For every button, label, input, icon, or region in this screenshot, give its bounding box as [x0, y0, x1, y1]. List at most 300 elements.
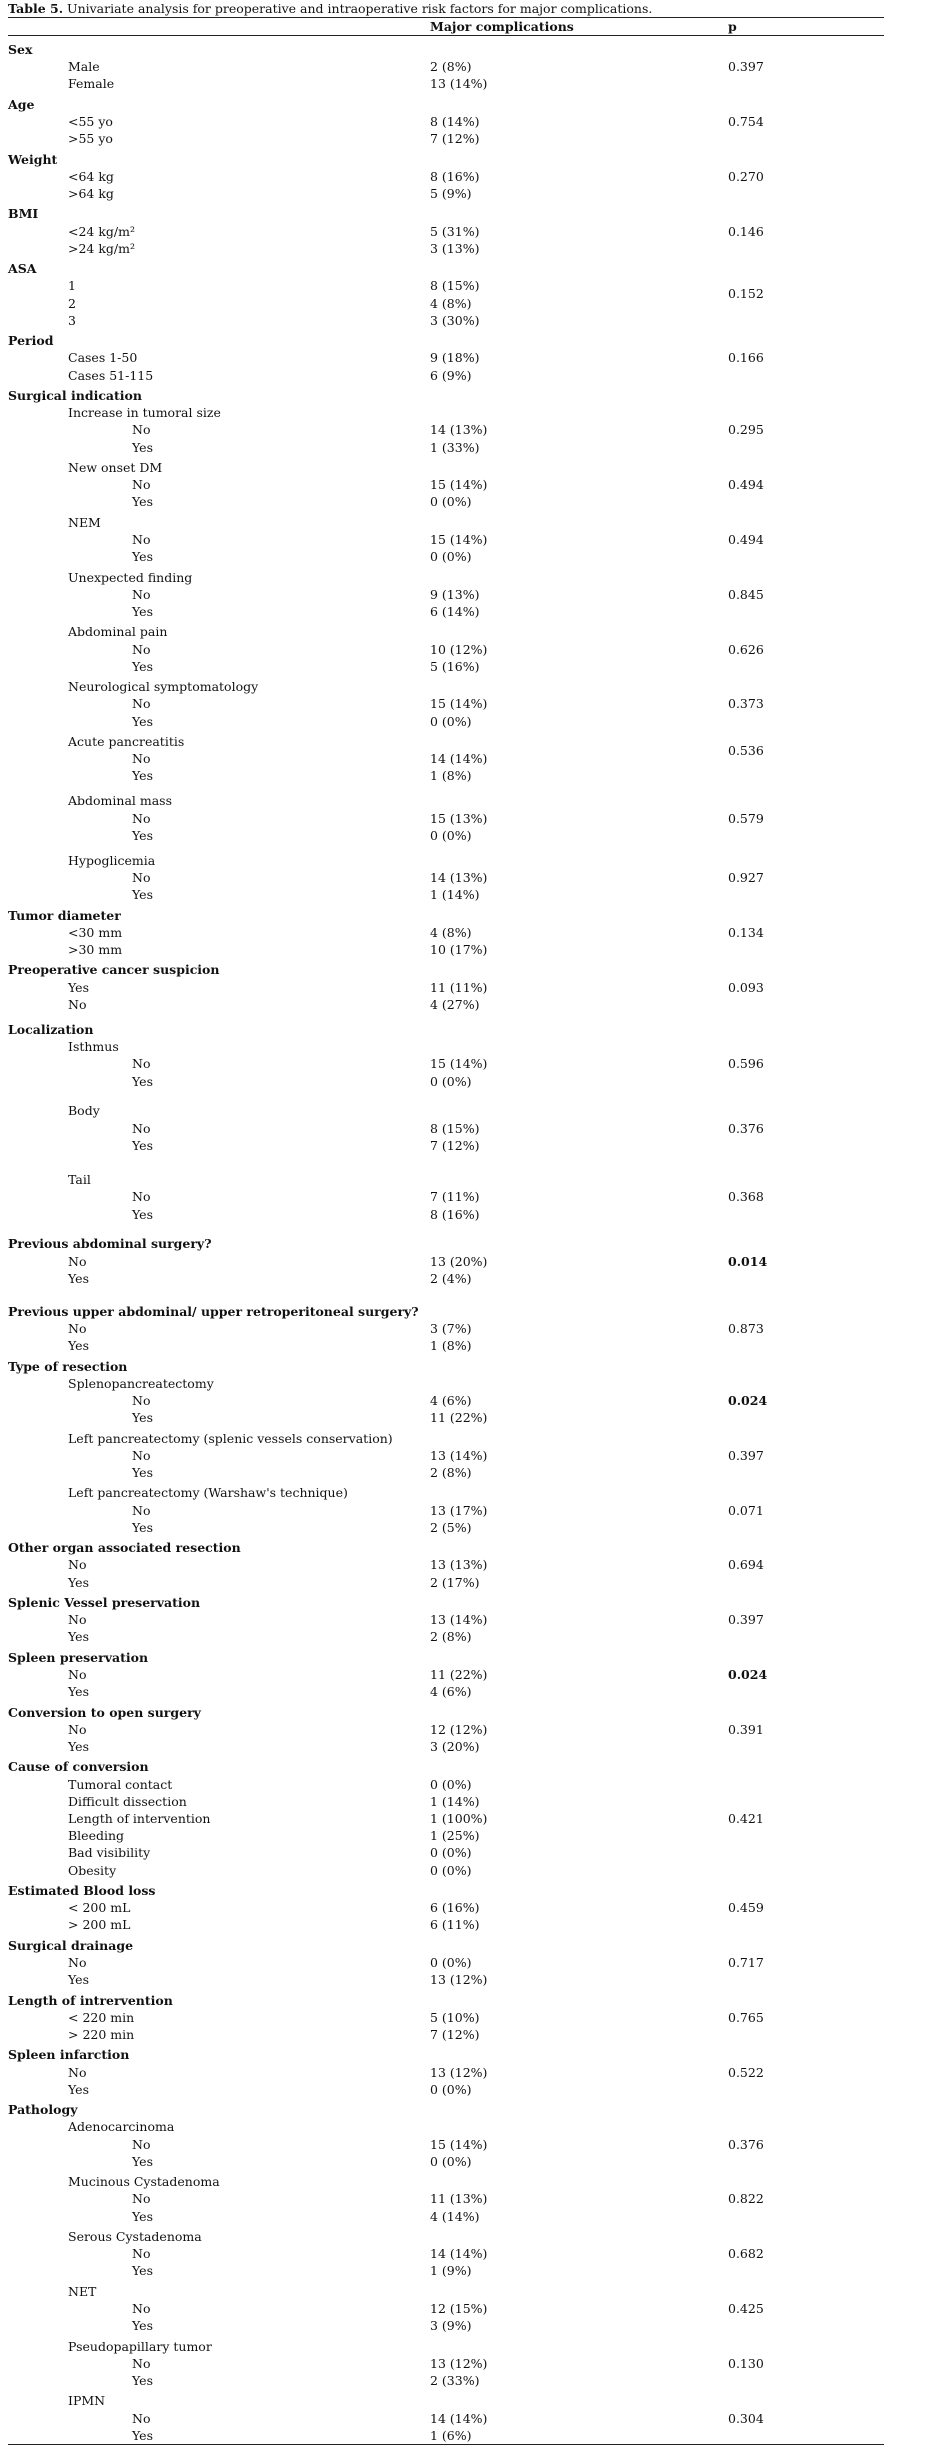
table-row	[8, 2300, 884, 2317]
complications-value: 13 (13%)	[430, 1557, 488, 1572]
row-label: Increase in tumoral size	[68, 405, 221, 420]
table-row	[8, 1611, 884, 1628]
row-label: No	[68, 1722, 87, 1737]
row-label: Yes	[132, 549, 153, 564]
table-row	[8, 1409, 884, 1426]
section-label: Pathology	[8, 2102, 78, 2117]
section-row	[8, 1303, 884, 1320]
complications-value: 2 (5%)	[430, 1520, 472, 1535]
p-value: 0.376	[728, 1121, 764, 1136]
row-label: No	[132, 1393, 151, 1408]
table-row	[8, 1738, 884, 1755]
header-p-value: p	[728, 19, 737, 34]
complications-value: 6 (11%)	[430, 1917, 480, 1932]
complications-value: 2 (8%)	[430, 59, 472, 74]
table-row	[8, 1899, 884, 1916]
section-label: Estimated Blood loss	[8, 1883, 156, 1898]
row-label: No	[68, 1321, 87, 1336]
p-value: 0.376	[728, 2137, 764, 2152]
row-label: Bleeding	[68, 1828, 125, 1843]
row-label: Male	[68, 59, 100, 74]
table-row	[8, 2190, 884, 2207]
complications-value: 14 (14%)	[430, 2411, 488, 2426]
table-row	[8, 1954, 884, 1971]
complications-value: 9 (13%)	[430, 587, 480, 602]
row-label: Yes	[132, 1207, 153, 1222]
p-value: 0.425	[728, 2301, 764, 2316]
complications-value: 15 (14%)	[430, 1056, 488, 1071]
row-label: Yes	[132, 440, 153, 455]
complications-value: 10 (12%)	[430, 642, 488, 657]
row-label: 1	[68, 278, 76, 293]
complications-value: 13 (17%)	[430, 1503, 488, 1518]
row-label: Yes	[132, 1465, 153, 1480]
table-row	[8, 750, 884, 767]
complications-value: 4 (8%)	[430, 296, 472, 311]
section-row	[8, 1758, 884, 1775]
table-row	[8, 1447, 884, 1464]
complications-value: 3 (7%)	[430, 1321, 472, 1336]
p-value: 0.397	[728, 1612, 764, 1627]
section-label: Tumor diameter	[8, 908, 121, 923]
complications-value: 1 (14%)	[430, 1794, 480, 1809]
row-label: >24 kg/m²	[68, 241, 136, 256]
table-row	[8, 2009, 884, 2026]
table-row	[8, 1556, 884, 1573]
complications-value: 15 (14%)	[430, 477, 488, 492]
table-row	[8, 1862, 884, 1879]
table-row	[8, 2173, 884, 2190]
table-row	[8, 295, 884, 312]
row-label: No	[132, 1448, 151, 1463]
section-row	[8, 260, 884, 277]
row-label: > 200 mL	[68, 1917, 131, 1932]
table-row	[8, 2153, 884, 2170]
table-row	[8, 75, 884, 92]
complications-value: 3 (13%)	[430, 241, 480, 256]
p-value: 0.391	[728, 1722, 764, 1737]
table-row	[8, 1102, 884, 1119]
complications-value: 6 (9%)	[430, 368, 472, 383]
section-row	[8, 41, 884, 58]
p-value: 0.596	[728, 1056, 764, 1071]
row-label: Splenopancreatectomy	[68, 1376, 214, 1391]
row-label: No	[68, 2065, 87, 2080]
section-row	[8, 1539, 884, 1556]
row-label: Yes	[132, 1410, 153, 1425]
row-label: Yes	[68, 1271, 89, 1286]
table-row	[8, 1502, 884, 1519]
complications-value: 1 (14%)	[430, 887, 480, 902]
table-row	[8, 2338, 884, 2355]
row-label: Isthmus	[68, 1039, 119, 1054]
table-row	[8, 886, 884, 903]
section-row	[8, 2046, 884, 2063]
row-label: No	[132, 870, 151, 885]
section-label: Conversion to open surgery	[8, 1705, 201, 1720]
table-row	[8, 1320, 884, 1337]
table-row	[8, 223, 884, 240]
table-row	[8, 2081, 884, 2098]
table-row	[8, 641, 884, 658]
table-row	[8, 459, 884, 476]
row-label: No	[132, 2301, 151, 2316]
row-label: <64 kg	[68, 169, 114, 184]
table-document	[8, 0, 884, 2443]
complications-value: 4 (6%)	[430, 1684, 472, 1699]
p-value: 0.579	[728, 811, 764, 826]
section-label: ASA	[8, 261, 37, 276]
table-row	[8, 1464, 884, 1481]
table-row	[8, 1916, 884, 1933]
table-row	[8, 2136, 884, 2153]
table-row	[8, 1574, 884, 1591]
row-label: Obesity	[68, 1863, 117, 1878]
complications-value: 1 (9%)	[430, 2263, 472, 2278]
table-row	[8, 1375, 884, 1392]
row-label: No	[132, 1121, 151, 1136]
complications-value: 13 (12%)	[430, 2065, 488, 2080]
complications-value: 2 (17%)	[430, 1575, 480, 1590]
complications-value: 0 (0%)	[430, 1845, 472, 1860]
p-value: 0.134	[728, 925, 764, 940]
row-label: < 220 min	[68, 2010, 135, 2025]
p-value: 0.421	[728, 1811, 764, 1826]
section-label: Age	[8, 97, 35, 112]
table-row	[8, 531, 884, 548]
table-row	[8, 1844, 884, 1861]
complications-value: 5 (10%)	[430, 2010, 480, 2025]
section-row	[8, 1882, 884, 1899]
header-major-complications: Major complications	[430, 19, 574, 34]
p-value: 0.014	[728, 1254, 768, 1269]
row-label: Unexpected finding	[68, 570, 193, 585]
p-value: 0.626	[728, 642, 764, 657]
table-row	[8, 603, 884, 620]
row-label: No	[132, 477, 151, 492]
row-label: Bad visibility	[68, 1845, 151, 1860]
row-label: Hypoglicemia	[68, 853, 156, 868]
p-value: 0.368	[728, 1189, 764, 1204]
complications-value: 1 (25%)	[430, 1828, 480, 1843]
row-label: No	[132, 811, 151, 826]
row-label: Yes	[68, 1972, 89, 1987]
section-label: Spleen infarction	[8, 2047, 130, 2062]
complications-value: 14 (13%)	[430, 422, 488, 437]
row-label: No	[132, 696, 151, 711]
complications-value: 0 (0%)	[430, 2082, 472, 2097]
complications-value: 0 (0%)	[430, 1955, 472, 1970]
row-label: No	[68, 1955, 87, 1970]
row-label: Yes	[68, 1684, 89, 1699]
table-row	[8, 404, 884, 421]
row-label: Yes	[68, 1629, 89, 1644]
section-row	[8, 1937, 884, 1954]
section-row	[8, 151, 884, 168]
row-label: No	[132, 642, 151, 657]
row-label: Acute pancreatitis	[68, 734, 185, 749]
p-value: 0.765	[728, 2010, 764, 2025]
p-value: 0.397	[728, 59, 764, 74]
p-value: 0.494	[728, 477, 764, 492]
p-value: 0.845	[728, 587, 764, 602]
complications-value: 0 (0%)	[430, 714, 472, 729]
section-row	[8, 205, 884, 222]
table-row	[8, 695, 884, 712]
section-label: Length of intrervention	[8, 1993, 173, 2008]
section-row	[8, 332, 884, 349]
complications-value: 3 (9%)	[430, 2318, 472, 2333]
table-row	[8, 421, 884, 438]
complications-value: 0 (0%)	[430, 1777, 472, 1792]
row-label: Serous Cystadenoma	[68, 2229, 202, 2244]
table-row	[8, 827, 884, 844]
complications-value: 0 (0%)	[430, 549, 472, 564]
row-label: Left pancreatectomy (splenic vessels conservation)	[68, 1431, 393, 1446]
row-label: Female	[68, 76, 115, 91]
caption-text: Univariate analysis for preoperative and intraoperative risk factors for major complications.	[63, 1, 653, 16]
table-row	[8, 58, 884, 75]
table-row	[8, 1430, 884, 1447]
section-label: Sex	[8, 42, 33, 57]
p-value: 0.717	[728, 1955, 764, 1970]
table-row	[8, 1971, 884, 1988]
row-label: Yes	[68, 1575, 89, 1590]
row-label: Yes	[68, 2082, 89, 2097]
table-row	[8, 792, 884, 809]
row-label: NET	[68, 2284, 97, 2299]
table-row	[8, 1683, 884, 1700]
row-label: >30 mm	[68, 942, 123, 957]
complications-value: 9 (18%)	[430, 350, 480, 365]
row-label: No	[132, 2356, 151, 2371]
p-value: 0.024	[728, 1393, 768, 1408]
table-row	[8, 1038, 884, 1055]
table-row	[8, 1793, 884, 1810]
row-label: Adenocarcinoma	[68, 2119, 175, 2134]
section-row	[8, 2101, 884, 2118]
row-label: Length of intervention	[68, 1811, 211, 1826]
table-row	[8, 185, 884, 202]
table-row	[8, 2064, 884, 2081]
table-row	[8, 2118, 884, 2135]
complications-value: 2 (4%)	[430, 1271, 472, 1286]
complications-value: 15 (13%)	[430, 811, 488, 826]
section-label: BMI	[8, 206, 39, 221]
table-row	[8, 810, 884, 827]
complications-value: 0 (0%)	[430, 1074, 472, 1089]
table-row	[8, 924, 884, 941]
p-value: 0.152	[728, 286, 764, 301]
row-label: No	[132, 2411, 151, 2426]
section-label: Surgical indication	[8, 388, 142, 403]
complications-value: 4 (14%)	[430, 2209, 480, 2224]
table-row	[8, 168, 884, 185]
table-row	[8, 1253, 884, 1270]
table-row	[8, 1137, 884, 1154]
p-value: 0.270	[728, 169, 764, 184]
complications-value: 11 (11%)	[430, 980, 488, 995]
complications-value: 1 (8%)	[430, 768, 472, 783]
table-row	[8, 1073, 884, 1090]
section-row	[8, 1358, 884, 1375]
complications-value: 14 (13%)	[430, 870, 488, 885]
table-row	[8, 2026, 884, 2043]
complications-value: 15 (14%)	[430, 532, 488, 547]
caption-label: Table 5.	[8, 1, 64, 16]
row-label: New onset DM	[68, 460, 163, 475]
row-label: NEM	[68, 515, 101, 530]
section-label: Cause of conversion	[8, 1759, 149, 1774]
section-label: Previous upper abdominal/ upper retroperitoneal surgery?	[8, 1304, 419, 1319]
complications-value: 7 (12%)	[430, 1138, 480, 1153]
row-label: No	[132, 1056, 151, 1071]
complications-value: 4 (8%)	[430, 925, 472, 940]
section-label: Preoperative cancer suspicion	[8, 962, 220, 977]
table-row	[8, 548, 884, 565]
row-label: No	[132, 2137, 151, 2152]
section-label: Previous abdominal surgery?	[8, 1236, 212, 1251]
table-row	[8, 1776, 884, 1793]
table-row	[8, 1171, 884, 1188]
row-label: IPMN	[68, 2393, 106, 2408]
p-value: 0.927	[728, 870, 764, 885]
section-label: Surgical drainage	[8, 1938, 134, 1953]
table-row	[8, 1827, 884, 1844]
row-label: No	[68, 1667, 87, 1682]
section-row	[8, 1594, 884, 1611]
table-row	[8, 1120, 884, 1137]
table-row	[8, 1666, 884, 1683]
complications-value: 8 (14%)	[430, 114, 480, 129]
row-label: Neurological symptomatology	[68, 679, 259, 694]
row-label: Yes	[132, 1138, 153, 1153]
table-row	[8, 586, 884, 603]
complications-value: 8 (16%)	[430, 1207, 480, 1222]
p-value: 0.304	[728, 2411, 764, 2426]
table-row	[8, 2427, 884, 2444]
table-row	[8, 2410, 884, 2427]
complications-value: 6 (16%)	[430, 1900, 480, 1915]
p-value: 0.822	[728, 2191, 764, 2206]
table-row	[8, 852, 884, 869]
table-row	[8, 493, 884, 510]
table-row	[8, 349, 884, 366]
row-label: Yes	[132, 604, 153, 619]
complications-value: 13 (14%)	[430, 1612, 488, 1627]
p-value: 0.166	[728, 350, 764, 365]
p-value: 0.522	[728, 2065, 764, 2080]
row-label: Pseudopapillary tumor	[68, 2339, 212, 2354]
table-row	[8, 1721, 884, 1738]
p-value: 0.093	[728, 980, 764, 995]
row-label: Yes	[132, 828, 153, 843]
complications-value: 8 (15%)	[430, 1121, 480, 1136]
row-label: No	[132, 587, 151, 602]
table-row	[8, 678, 884, 695]
table-row	[8, 130, 884, 147]
row-label: Abdominal pain	[68, 624, 168, 639]
row-label: No	[132, 2191, 151, 2206]
table-row	[8, 367, 884, 384]
row-label: No	[68, 1612, 87, 1627]
table-row	[8, 476, 884, 493]
complications-value: 2 (8%)	[430, 1465, 472, 1480]
complications-value: 11 (22%)	[430, 1667, 488, 1682]
row-label: Yes	[132, 2209, 153, 2224]
table-row	[8, 2317, 884, 2334]
complications-value: 6 (14%)	[430, 604, 480, 619]
table-row	[8, 312, 884, 329]
section-row	[8, 961, 884, 978]
complications-value: 15 (14%)	[430, 696, 488, 711]
section-row	[8, 387, 884, 404]
complications-value: 7 (12%)	[430, 131, 480, 146]
table-row	[8, 2283, 884, 2300]
p-value: 0.373	[728, 696, 764, 711]
row-label: 2	[68, 296, 76, 311]
row-label: <24 kg/m²	[68, 224, 136, 239]
row-label: Yes	[132, 1520, 153, 1535]
complications-value: 12 (15%)	[430, 2301, 488, 2316]
complications-value: 11 (13%)	[430, 2191, 488, 2206]
row-label: Yes	[132, 887, 153, 902]
complications-value: 13 (12%)	[430, 1972, 488, 1987]
row-label: Yes	[132, 2154, 153, 2169]
complications-value: 0 (0%)	[430, 2154, 472, 2169]
table-row	[8, 569, 884, 586]
section-row	[8, 1704, 884, 1721]
table-row	[8, 941, 884, 958]
row-label: Yes	[132, 1074, 153, 1089]
section-label: Spleen preservation	[8, 1650, 149, 1665]
row-label: No	[68, 1557, 87, 1572]
row-label: Tumoral contact	[68, 1777, 173, 1792]
table-row	[8, 1188, 884, 1205]
complications-value: 1 (100%)	[430, 1811, 488, 1826]
complications-value: 13 (14%)	[430, 76, 488, 91]
complications-value: 5 (16%)	[430, 659, 480, 674]
complications-value: 15 (14%)	[430, 2137, 488, 2152]
row-label: >55 yo	[68, 131, 113, 146]
row-label: Difficult dissection	[68, 1794, 187, 1809]
table-row	[8, 2208, 884, 2225]
row-label: Abdominal mass	[68, 793, 173, 808]
section-row	[8, 1992, 884, 2009]
table-row	[8, 2355, 884, 2372]
row-label: No	[68, 1254, 87, 1269]
table-caption	[8, 0, 884, 17]
section-row	[8, 96, 884, 113]
p-value: 0.295	[728, 422, 764, 437]
table-row	[8, 2262, 884, 2279]
complications-value: 0 (0%)	[430, 828, 472, 843]
complications-value: 11 (22%)	[430, 1410, 488, 1425]
p-value: 0.694	[728, 1557, 764, 1572]
complications-value: 12 (12%)	[430, 1722, 488, 1737]
table-row	[8, 1628, 884, 1645]
table-row	[8, 240, 884, 257]
complications-value: 2 (8%)	[430, 1629, 472, 1644]
complications-value: 8 (16%)	[430, 169, 480, 184]
section-label: Weight	[8, 152, 58, 167]
section-label: Localization	[8, 1022, 94, 1037]
section-row	[8, 907, 884, 924]
complications-value: 0 (0%)	[430, 1863, 472, 1878]
row-label: Yes	[132, 2373, 153, 2388]
p-value: 0.536	[728, 743, 764, 758]
row-label: Cases 1-50	[68, 350, 138, 365]
